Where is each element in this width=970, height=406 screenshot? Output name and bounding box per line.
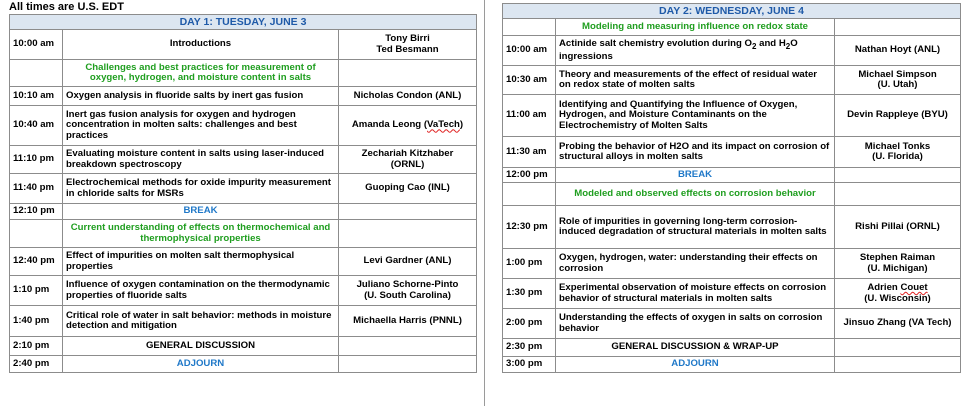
empty-cell xyxy=(503,19,556,36)
title-cell: Influence of oxygen contamination on the thermodynamic properties of fluoride salts xyxy=(63,276,339,306)
speaker-line: (U. Michigan) xyxy=(867,262,928,274)
time-cell: 1:40 pm xyxy=(10,306,63,337)
table-row xyxy=(10,106,477,146)
break-row xyxy=(10,204,477,220)
empty-cell xyxy=(339,220,477,248)
discussion-row xyxy=(10,337,477,356)
title-text: O ingressions xyxy=(559,37,798,62)
speaker-cell xyxy=(835,249,961,279)
break-label: BREAK xyxy=(63,204,339,220)
speaker-cell: Devin Rappleye (BYU) xyxy=(835,95,961,137)
speaker-line: (U. South Carolina) xyxy=(364,289,451,301)
speaker-cell xyxy=(339,276,477,306)
time-cell: 10:40 am xyxy=(10,106,63,146)
time-cell: 11:40 pm xyxy=(10,174,63,204)
speaker-line: (ORNL) xyxy=(390,158,425,170)
session-row xyxy=(503,183,961,206)
day2-agenda-table xyxy=(502,3,961,373)
title-cell: Role of impurities in governing long-term corrosion-induced degradation of structural materials in molten salts xyxy=(556,206,835,249)
time-cell: 11:00 am xyxy=(503,95,556,137)
title-cell: Critical role of water in salt behavior: methods in moisture detection and mitigation xyxy=(63,306,339,337)
speaker-text: Adrien xyxy=(867,282,901,294)
title-cell: Evaluating moisture content in salts using laser-induced breakdown spectroscopy xyxy=(63,146,339,174)
time-cell: 10:30 am xyxy=(503,66,556,95)
table-row xyxy=(503,279,961,309)
time-cell: 11:10 pm xyxy=(10,146,63,174)
table-row xyxy=(503,206,961,249)
timezone-note: All times are U.S. EDT xyxy=(9,1,124,13)
time-cell: 12:10 pm xyxy=(10,204,63,220)
speaker-cell xyxy=(835,66,961,95)
time-cell: 3:00 pm xyxy=(503,357,556,373)
session-row xyxy=(10,220,477,248)
title-cell: Oxygen, hydrogen, water: understanding their effects on corrosion xyxy=(556,249,835,279)
time-cell: 2:10 pm xyxy=(10,337,63,356)
time-cell: 2:00 pm xyxy=(503,309,556,339)
session-row xyxy=(503,19,961,36)
empty-cell xyxy=(503,183,556,206)
time-cell: 1:30 pm xyxy=(503,279,556,309)
time-cell: 2:30 pm xyxy=(503,339,556,357)
day1-header: DAY 1: TUESDAY, JUNE 3 xyxy=(10,15,477,30)
title-cell: Experimental observation of moisture effects on corrosion behavior of structural materials in molten salts xyxy=(556,279,835,309)
session-title: Modeled and observed effects on corrosion behavior xyxy=(556,183,835,206)
empty-cell xyxy=(10,220,63,248)
table-row xyxy=(503,137,961,168)
speaker-line: Stephen Raiman xyxy=(859,252,936,264)
adjourn-label: ADJOURN xyxy=(556,357,835,373)
discussion-row xyxy=(503,339,961,357)
title-text: and H xyxy=(756,37,786,49)
session-row xyxy=(10,60,477,87)
speaker-cell: Levi Gardner (ANL) xyxy=(339,248,477,276)
column-divider xyxy=(484,0,485,406)
table-row xyxy=(503,309,961,339)
title-cell: Understanding the effects of oxygen in salts on corrosion behavior xyxy=(556,309,835,339)
empty-cell xyxy=(339,204,477,220)
empty-cell xyxy=(835,168,961,183)
table-row xyxy=(10,87,477,106)
time-cell: 12:00 pm xyxy=(503,168,556,183)
title-cell: Oxygen analysis in fluoride salts by inert gas fusion xyxy=(63,87,339,106)
title-cell: Theory and measurements of the effect of residual water on redox state of molten salts xyxy=(556,66,835,95)
discussion-label: GENERAL DISCUSSION xyxy=(63,337,339,356)
table-row xyxy=(10,146,477,174)
speaker-affiliation: VaTech xyxy=(427,119,460,131)
speaker-line: (U. Florida) xyxy=(872,151,923,162)
table-row xyxy=(503,66,961,95)
speaker-line: (U. Utah) xyxy=(877,79,918,90)
speaker-cell xyxy=(339,30,477,60)
speaker-line: (U. Wisconsin) xyxy=(864,292,931,304)
empty-cell xyxy=(339,337,477,356)
speaker-line: Michael Tonks xyxy=(864,140,931,152)
speaker-cell: Rishi Pillai (ORNL) xyxy=(835,206,961,249)
speaker-cell xyxy=(835,137,961,168)
speaker-line: Ted Besmann xyxy=(376,43,439,55)
empty-cell xyxy=(10,60,63,87)
title-cell: Inert gas fusion analysis for oxygen and hydrogen concentration in molten salts: challenges and best practices xyxy=(63,106,339,146)
title-cell xyxy=(556,36,835,66)
title-cell: Identifying and Quantifying the Influence of Oxygen, Hydrogen, and Moisture Contaminants on the Electrochemistry of Molten Salts xyxy=(556,95,835,137)
empty-cell xyxy=(835,183,961,206)
time-cell: 10:10 am xyxy=(10,87,63,106)
day1-header-row xyxy=(10,15,477,30)
speaker-cell: Michaella Harris (PNNL) xyxy=(339,306,477,337)
time-cell: 12:40 pm xyxy=(10,248,63,276)
title-text: Actinide salt chemistry evolution during O xyxy=(559,37,752,49)
adjourn-label: ADJOURN xyxy=(63,356,339,373)
subscript: 2 xyxy=(785,41,791,51)
break-row xyxy=(503,168,961,183)
time-cell: 10:00 am xyxy=(10,30,63,60)
empty-cell xyxy=(835,357,961,373)
speaker-line: Zechariah Kitzhaber xyxy=(361,148,454,160)
time-cell: 2:40 pm xyxy=(10,356,63,373)
time-cell: 12:30 pm xyxy=(503,206,556,249)
subscript: 2 xyxy=(751,41,757,51)
empty-cell xyxy=(835,19,961,36)
table-row xyxy=(503,249,961,279)
empty-cell xyxy=(339,60,477,87)
table-row xyxy=(10,30,477,60)
day2-header-row xyxy=(503,4,961,19)
table-row xyxy=(503,95,961,137)
empty-cell xyxy=(835,339,961,357)
day2-header: DAY 2: WEDNESDAY, JUNE 4 xyxy=(503,4,961,19)
speaker-cell xyxy=(339,146,477,174)
speaker-cell: Jinsuo Zhang (VA Tech) xyxy=(835,309,961,339)
speaker-cell xyxy=(339,106,477,146)
table-row xyxy=(10,306,477,337)
title-cell: Effect of impurities on molten salt thermophysical properties xyxy=(63,248,339,276)
title-cell: Probing the behavior of H2O and its impact on corrosion of structural alloys in molten salts xyxy=(556,137,835,168)
time-cell: 11:30 am xyxy=(503,137,556,168)
speaker-cell: Nicholas Condon (ANL) xyxy=(339,87,477,106)
break-label: BREAK xyxy=(556,168,835,183)
discussion-label: GENERAL DISCUSSION & WRAP-UP xyxy=(556,339,835,357)
time-cell: 1:00 pm xyxy=(503,249,556,279)
speaker-text: Amanda Leong ( xyxy=(351,119,428,131)
speaker-cell: Nathan Hoyt (ANL) xyxy=(835,36,961,66)
empty-cell xyxy=(339,356,477,373)
speaker-surname: Couet xyxy=(900,282,928,294)
adjourn-row xyxy=(503,357,961,373)
session-title: Current understanding of effects on thermochemical and thermophysical properties xyxy=(63,220,339,248)
table-row xyxy=(10,276,477,306)
time-cell: 10:00 am xyxy=(503,36,556,66)
speaker-line: Tony Birri xyxy=(385,33,430,45)
title-cell: Electrochemical methods for oxide impurity measurement in chloride salts for MSRs xyxy=(63,174,339,204)
speaker-line: Michael Simpson xyxy=(858,68,937,80)
speaker-cell xyxy=(835,279,961,309)
session-title: Challenges and best practices for measurement of oxygen, hydrogen, and moisture content in salts xyxy=(63,60,339,87)
speaker-line: Juliano Schorne-Pinto xyxy=(356,279,459,291)
speaker-cell: Guoping Cao (INL) xyxy=(339,174,477,204)
table-row xyxy=(10,248,477,276)
title-cell: Introductions xyxy=(63,30,339,60)
speaker-text: ) xyxy=(459,119,464,131)
time-cell: 1:10 pm xyxy=(10,276,63,306)
session-title: Modeling and measuring influence on redox state xyxy=(556,19,835,36)
adjourn-row xyxy=(10,356,477,373)
table-row xyxy=(10,174,477,204)
day1-agenda-table xyxy=(9,14,477,373)
table-row xyxy=(503,36,961,66)
